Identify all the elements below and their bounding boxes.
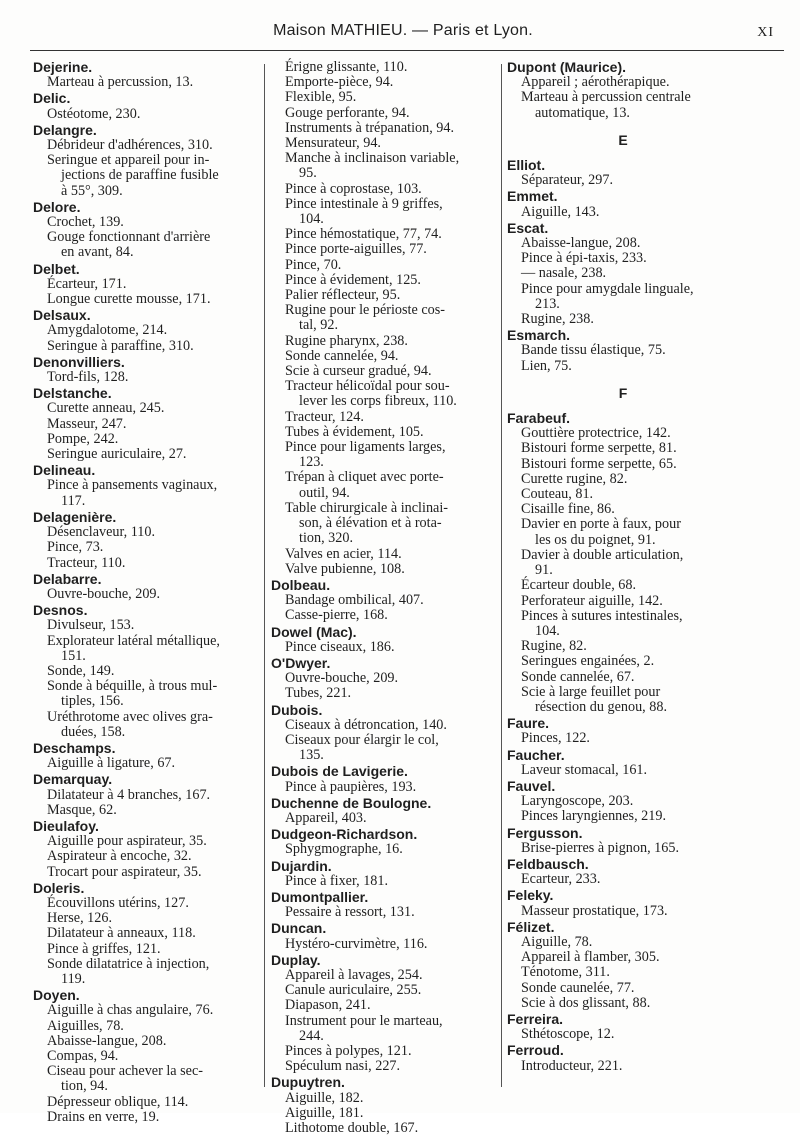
column-divider: [501, 64, 502, 1087]
author-name: Deschamps.: [33, 739, 116, 756]
index-entry: [33, 741, 261, 771]
instrument-item: Amygdalotome, 214.: [47, 322, 168, 339]
instrument-item: Aiguille, 78.: [521, 933, 593, 950]
instrument-item: Ténotome, 311.: [521, 964, 610, 981]
index-entry: [507, 1043, 739, 1073]
instrument-item: Pince, 70.: [285, 256, 342, 273]
index-entry: [507, 920, 739, 1011]
instrument-item: Bande tissu élastique, 75.: [521, 342, 666, 359]
index-entry: [271, 703, 499, 764]
instrument-item: Scie à curseur gradué, 94.: [285, 363, 432, 380]
instrument-item: Écarteur, 171.: [47, 275, 127, 292]
author-name: Dubois de Lavigerie.: [271, 763, 408, 780]
page-number: XI: [757, 25, 774, 40]
instrument-item: Ecarteur, 233.: [521, 871, 601, 888]
instrument-item: Débrideur d'adhérences, 310.: [47, 137, 213, 154]
author-name: Dubois.: [271, 701, 323, 718]
index-column-3: [507, 60, 739, 1075]
index-entry: [507, 826, 739, 856]
instrument-item: Pince, 73.: [47, 539, 104, 556]
author-name: Doyen.: [33, 987, 80, 1004]
author-name: Ferroud.: [507, 1042, 564, 1059]
author-name: Dolbeau.: [271, 576, 331, 593]
index-entry: [33, 60, 261, 90]
index-entry: [33, 200, 261, 261]
author-name: Esmarch.: [507, 327, 571, 344]
index-entry: [33, 510, 261, 571]
instrument-item: Pince porte-aiguilles, 77.: [285, 241, 427, 258]
index-entry: [507, 748, 739, 778]
instrument-item: Marteau à percussion, 13.: [47, 74, 194, 91]
instrument-item: Introducteur, 221.: [521, 1057, 623, 1074]
author-name: Dupont (Maurice).: [507, 59, 626, 75]
index-entry: [507, 328, 739, 374]
instrument-item: Pince ciseaux, 186.: [285, 638, 395, 655]
instrument-item: Perforateur aiguille, 142.: [521, 592, 663, 609]
author-name: Elliot.: [507, 157, 546, 174]
instrument-item: Pince à pansements vaginaux, 117.: [47, 477, 218, 509]
instrument-item: Seringue auriculaire, 27.: [47, 446, 187, 463]
instrument-item: Mensurateur, 94.: [285, 135, 381, 152]
author-name: Delineau.: [33, 462, 96, 479]
index-entry: [507, 857, 739, 887]
instrument-item: Pince hémostatique, 77, 74.: [285, 226, 442, 243]
instrument-item: Écouvillons utérins, 127.: [47, 894, 189, 911]
instrument-item: Aiguille pour aspirateur, 35.: [47, 833, 207, 850]
instrument-item: Emporte-pièce, 94.: [285, 74, 394, 91]
instrument-item: Abaisse-langue, 208.: [521, 235, 641, 252]
instrument-item: Scie à dos glissant, 88.: [521, 994, 651, 1011]
instrument-item: Cisaille fine, 86.: [521, 501, 615, 518]
instrument-item: Explorateur latéral métallique, 151.: [47, 632, 220, 664]
index-entry: [33, 772, 261, 818]
author-name: Duplay.: [271, 951, 321, 968]
instrument-item: Pinces à polypes, 121.: [285, 1043, 412, 1059]
author-name: Delabarre.: [33, 570, 102, 587]
header-rule: [30, 50, 784, 51]
instrument-item: Sonde cannelée, 67.: [521, 668, 635, 685]
instrument-item: Pince à griffes, 121.: [47, 940, 161, 957]
instrument-item: Seringue à paraffine, 310.: [47, 337, 194, 354]
author-name: Delic.: [33, 90, 71, 107]
instrument-item: Rugine pharynx, 238.: [285, 332, 408, 349]
instrument-item: Marteau à percussion centrale automatique, 13.: [521, 89, 691, 121]
author-name: O'Dwyer.: [271, 654, 331, 671]
instrument-item: Couteau, 81.: [521, 486, 594, 503]
author-name: Delangre.: [33, 121, 97, 138]
instrument-item: Casse-pierre, 168.: [285, 607, 388, 624]
instrument-item: Sthétoscope, 12.: [521, 1026, 615, 1043]
instrument-item: Rugine pour le périoste cos- tal, 92.: [285, 302, 445, 334]
index-entry: [507, 158, 739, 188]
index-entry: [33, 572, 261, 602]
instrument-item: Ciseaux pour élargir le col, 135.: [285, 731, 439, 764]
author-name: Delstanche.: [33, 385, 112, 402]
index-entry: [271, 953, 499, 1075]
index-entry: [271, 60, 499, 577]
author-name: Delagenière.: [33, 508, 117, 525]
instrument-item: Gouge fonctionnant d'arrière en avant, 84.: [47, 229, 211, 261]
author-name: Dujardin.: [271, 857, 332, 874]
instrument-item: Aiguille à ligature, 67.: [47, 755, 176, 772]
index-entry: [271, 827, 499, 857]
index-column-2: [271, 60, 499, 1137]
instrument-item: Ciseau pour achever la sec- tion, 94.: [47, 1063, 203, 1095]
instrument-item: Brise-pierres à pignon, 165.: [521, 839, 679, 856]
instrument-item: Pince à paupières, 193.: [285, 778, 417, 795]
author-name: Fauvel.: [507, 777, 556, 794]
instrument-item: Sphygmographe, 16.: [285, 841, 403, 858]
instrument-item: Seringues engainées, 2.: [521, 653, 655, 670]
instrument-item: Pinces, 122.: [521, 730, 590, 747]
instrument-item: Trépan à cliquet avec porte- outil, 94.: [285, 469, 444, 501]
author-name: Félizet.: [507, 918, 555, 935]
instrument-item: Appareil à flamber, 305.: [521, 949, 660, 966]
author-name: Duchenne de Boulogne.: [271, 794, 432, 811]
instrument-item: Dépresseur oblique, 114.: [47, 1093, 189, 1110]
index-entry: [33, 463, 261, 509]
instrument-item: Pessaire à ressort, 131.: [285, 904, 415, 921]
instrument-item: Pince à épi-taxis, 233.: [521, 250, 647, 267]
instrument-item: Aiguille, 181.: [285, 1104, 364, 1121]
index-entry: [33, 91, 261, 121]
author-name: Escat.: [507, 219, 549, 236]
instrument-item: Bandage ombilical, 407.: [285, 592, 424, 609]
instrument-item: Diapason, 241.: [285, 997, 371, 1014]
instrument-item: Table chirurgicale à inclinai- son, à élévation et à rota- tion, 320.: [285, 499, 449, 547]
author-name: Delore.: [33, 198, 81, 215]
instrument-item: Masseur, 247.: [47, 415, 127, 432]
instrument-item: Davier en porte à faux, pour les os du poignet, 91.: [521, 516, 681, 548]
instrument-item: Divulseur, 153.: [47, 617, 135, 634]
instrument-item: Appareil, 403.: [285, 809, 367, 826]
instrument-item: Bistouri forme serpette, 81.: [521, 440, 677, 457]
index-entry: [33, 123, 261, 199]
index-entry: [33, 386, 261, 462]
instrument-item: Hystéro-curvimètre, 116.: [285, 935, 428, 952]
instrument-item: Uréthrotome avec olives gra- duées, 158.: [47, 708, 213, 740]
index-entry: [33, 308, 261, 354]
author-name: Delsaux.: [33, 307, 91, 324]
instrument-item: Laryngoscope, 203.: [521, 793, 634, 810]
index-entry: [271, 890, 499, 920]
author-name: Delbet.: [33, 260, 80, 277]
author-name: Desnos.: [33, 602, 88, 619]
author-name: Ferreira.: [507, 1010, 564, 1027]
index-entry: [33, 881, 261, 987]
running-title: Maison MATHIEU. — Paris et Lyon.: [273, 22, 533, 39]
instrument-item: Aiguilles, 78.: [47, 1017, 124, 1034]
author-name: Doleris.: [33, 879, 85, 896]
instrument-item: Ouvre-bouche, 209.: [47, 585, 161, 602]
instrument-item: Pince pour ligaments larges, 123.: [285, 439, 446, 471]
instrument-item: Ciseaux à détroncation, 140.: [285, 716, 447, 733]
instrument-item: Instrument pour le marteau, 244.: [285, 1012, 443, 1044]
index-entry: [271, 764, 499, 794]
index-entry: [271, 859, 499, 889]
instrument-item: Ouvre-bouche, 209.: [285, 670, 399, 687]
instrument-item: Manche à inclinaison variable, 95.: [285, 150, 460, 182]
instrument-item: Lithotome double, 167.: [285, 1120, 419, 1137]
author-name: Dupuytren.: [271, 1074, 345, 1091]
instrument-item: Palier réflecteur, 95.: [285, 287, 401, 304]
instrument-item: Flexible, 95.: [285, 89, 357, 106]
instrument-item: Abaisse-langue, 208.: [47, 1032, 167, 1049]
instrument-item: Rugine, 82.: [521, 638, 587, 655]
index-entry: [507, 189, 739, 219]
instrument-item: Tord-fils, 128.: [47, 369, 129, 386]
index-entry: [507, 888, 739, 918]
instrument-item: Tracteur, 110.: [47, 554, 126, 571]
instrument-item: Pompe, 242.: [47, 430, 119, 447]
instrument-item: Bistouri forme serpette, 65.: [521, 455, 677, 472]
page-header: [28, 22, 778, 44]
index-entry: [33, 819, 261, 880]
instrument-item: Longue curette mousse, 171.: [47, 291, 211, 308]
instrument-item: Masseur prostatique, 173.: [521, 902, 668, 919]
index-entry: [271, 796, 499, 826]
author-name: Dieulafoy.: [33, 817, 99, 834]
instrument-item: Drains en verre, 19.: [47, 1108, 160, 1125]
index-entry: [507, 60, 739, 121]
instrument-item: Érigne glissante, 110.: [285, 59, 408, 75]
index-entry: [271, 921, 499, 951]
instrument-item: Valve pubienne, 108.: [285, 560, 405, 577]
section-letter: F: [618, 384, 628, 401]
instrument-item: Pinces laryngiennes, 219.: [521, 808, 666, 825]
instrument-item: Gouge perforante, 94.: [285, 104, 410, 121]
author-name: Duncan.: [271, 920, 327, 937]
instrument-item: Pince à fixer, 181.: [285, 872, 389, 889]
index-column-1: [33, 60, 261, 1126]
index-entry: [507, 411, 739, 715]
instrument-item: Sonde cannelée, 94.: [285, 347, 399, 364]
instrument-item: Rugine, 238.: [521, 311, 594, 328]
instrument-item: Herse, 126.: [47, 910, 113, 927]
author-name: Emmet.: [507, 188, 558, 205]
author-name: Dowel (Mac).: [271, 623, 357, 640]
author-name: Feleky.: [507, 887, 554, 904]
index-entry: [507, 1012, 739, 1042]
instrument-item: Instruments à trépanation, 94.: [285, 119, 455, 136]
instrument-item: Masque, 62.: [47, 801, 117, 818]
instrument-item: Spéculum nasi, 227.: [285, 1058, 401, 1075]
instrument-item: Sonde, 149.: [47, 662, 115, 679]
instrument-item: Davier à double articulation, 91.: [521, 546, 684, 579]
author-name: Dudgeon-Richardson.: [271, 826, 418, 843]
instrument-item: Lien, 75.: [521, 357, 572, 374]
index-entry: [271, 656, 499, 702]
instrument-item: Canule auriculaire, 255.: [285, 982, 422, 999]
author-name: Faucher.: [507, 746, 565, 763]
instrument-item: Valves en acier, 114.: [285, 545, 402, 562]
instrument-item: Aiguille, 143.: [521, 203, 600, 220]
instrument-item: Pince pour amygdale linguale, 213.: [521, 280, 694, 312]
index-entry: [33, 988, 261, 1125]
instrument-item: — nasale, 238.: [521, 265, 607, 282]
instrument-item: Aspirateur à encoche, 32.: [47, 848, 192, 865]
author-name: Dumontpallier.: [271, 888, 369, 905]
author-name: Farabeuf.: [507, 410, 571, 427]
instrument-item: Compas, 94.: [47, 1048, 119, 1064]
instrument-item: Tubes, 221.: [285, 685, 352, 702]
instrument-item: Aiguille à chas angulaire, 76.: [47, 1002, 214, 1019]
instrument-item: Laveur stomacal, 161.: [521, 761, 648, 778]
instrument-item: Pince à coprostase, 103.: [285, 180, 422, 197]
index-entry: [507, 221, 739, 327]
instrument-item: Seringue et appareil pour in- jections de paraffine fusible à 55°, 309.: [47, 152, 219, 199]
instrument-item: Pinces à sutures intestinales, 104.: [521, 607, 683, 639]
index-entry: [33, 262, 261, 308]
index-entry: [507, 779, 739, 825]
author-name: Faure.: [507, 715, 550, 732]
instrument-item: Curette rugine, 82.: [521, 470, 628, 487]
instrument-item: Pince intestinale à 9 griffes, 104.: [285, 195, 443, 228]
index-entry: [507, 716, 739, 746]
author-name: Feldbausch.: [507, 855, 589, 872]
instrument-item: Tracteur hélicoïdal pour sou- lever les corps fibreux, 110.: [285, 378, 457, 410]
instrument-item: Appareil ; aérothérapique.: [521, 74, 670, 91]
author-name: Denonvilliers.: [33, 353, 125, 370]
instrument-item: Curette anneau, 245.: [47, 400, 165, 417]
section-letter: E: [618, 131, 628, 148]
instrument-item: Pince à évidement, 125.: [285, 271, 421, 288]
index-entry: [271, 1075, 499, 1136]
index-entry: [33, 603, 261, 740]
instrument-item: Scie à large feuillet pour résection du genou, 88.: [521, 683, 667, 715]
instrument-item: Aiguille, 182.: [285, 1089, 364, 1106]
instrument-item: Écarteur double, 68.: [521, 577, 637, 594]
instrument-item: Dilatateur à anneaux, 118.: [47, 925, 196, 942]
column-divider: [264, 64, 265, 1087]
instrument-item: Sonde caunelée, 77.: [521, 979, 635, 996]
instrument-item: Gouttière protectrice, 142.: [521, 425, 671, 442]
index-entry: [271, 578, 499, 624]
instrument-item: Dilatateur à 4 branches, 167.: [47, 786, 211, 803]
author-name: Dejerine.: [33, 59, 93, 75]
index-entry: [33, 355, 261, 385]
instrument-item: Crochet, 139.: [47, 214, 124, 231]
instrument-item: Sonde à béquille, à trous mul- tiples, 156.: [47, 678, 218, 710]
instrument-item: Tubes à évidement, 105.: [285, 423, 424, 440]
instrument-item: Appareil à lavages, 254.: [285, 966, 423, 983]
instrument-item: Ostéotome, 230.: [47, 105, 141, 122]
index-entry: [271, 625, 499, 655]
instrument-item: Sonde dilatatrice à injection, 119.: [47, 955, 210, 987]
author-name: Demarquay.: [33, 771, 113, 788]
instrument-item: Trocart pour aspirateur, 35.: [47, 863, 202, 880]
instrument-item: Séparateur, 297.: [521, 172, 614, 189]
instrument-item: Désenclaveur, 110.: [47, 524, 156, 541]
author-name: Fergusson.: [507, 824, 583, 841]
instrument-item: Tracteur, 124.: [285, 408, 364, 425]
